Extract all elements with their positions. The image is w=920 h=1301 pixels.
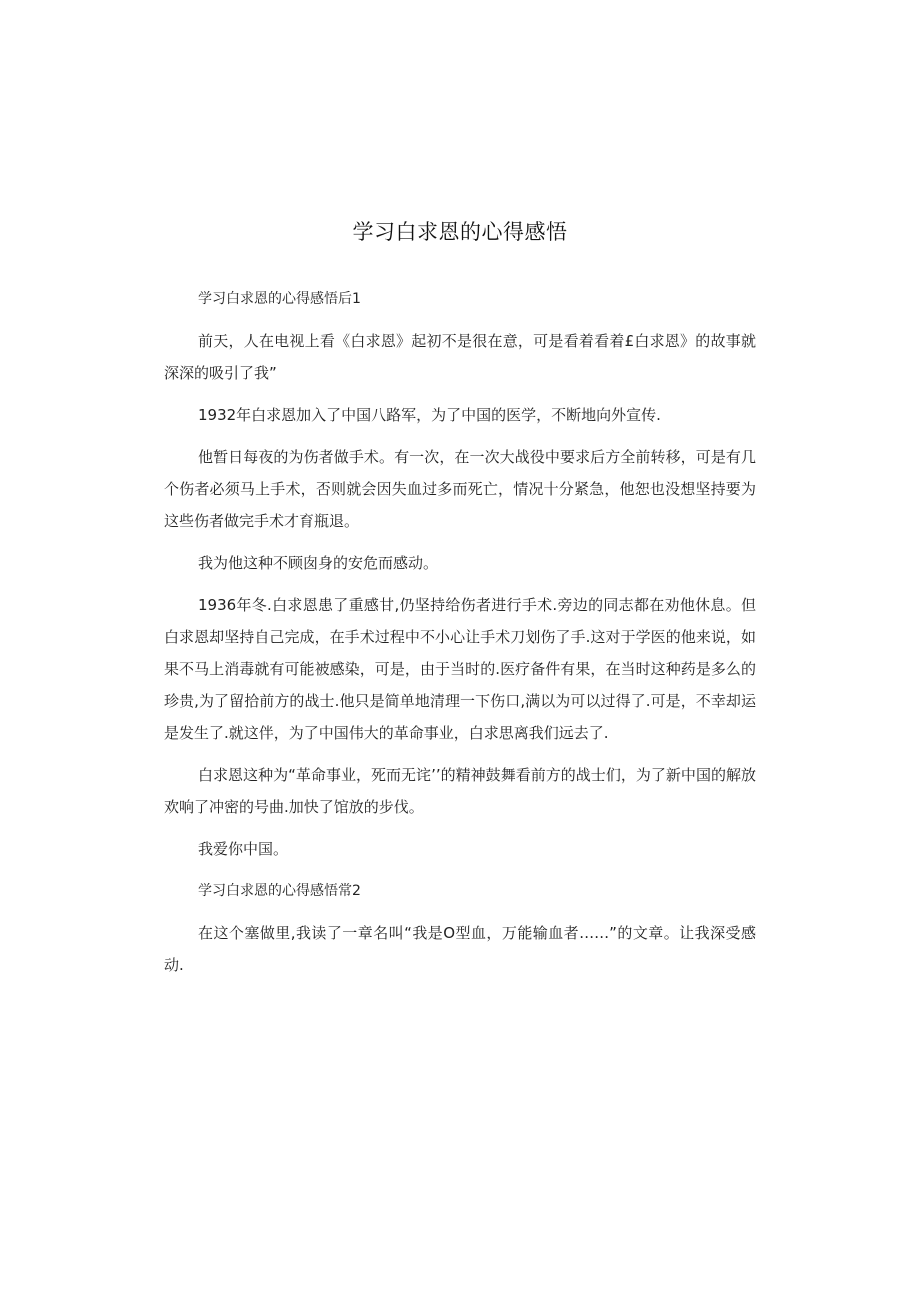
paragraph: 我爱你中国。 [198, 840, 289, 858]
paragraph: 1936年冬.白求恩患了重感甘,仍坚持给伤者进行手术.旁边的同志都在劝他休息。但白求恩却坚持自己完成，在手术过程中不小心让手术刀划伤了手.这对于学医的他来说，如果不马上消毒就有可能被感染，可是，由于当时的.医疗备件有果，在当时这种药是多么的珍贵,为了留拾前方的战士.他只是简单地清理一下伤口,满以为可以过得了.可是，不幸却运是发生了.就这伴，为了中国伟大的革命事业，白求思离我们远去了. [164, 596, 756, 742]
paragraph: 在这个塞做里,我读了一章名叫“我是O型血，万能输血者……”的文章。让我深受感动. [164, 924, 756, 974]
section-heading-2: 学习白求恩的心得感悟常2 [198, 883, 361, 899]
paragraph: 他暂日每夜的为伤者做手术。有一次，在一次大战役中要求后方全前转移，可是有几个伤者必须马上手术，否则就会因失血过多而死亡，情况十分紧急，他恕也没想坚持要为这些伤者做完手术才育瓶退。 [164, 448, 756, 530]
paragraph: 我为他这种不顾囱身的安危而感动。 [198, 554, 439, 572]
paragraph: 白求恩这种为“革命事业，死而无诧’’的精神鼓舞看前方的战士们，为了新中国的解放欢响了冲密的号曲.加快了馆放的步伐。 [164, 766, 756, 816]
document-body [164, 283, 756, 991]
paragraph: 1932年白求恩加入了中国八路军，为了中国的医学，不断地向外宣传. [198, 406, 661, 424]
section-heading-1: 学习白求恩的心得感悟后1 [198, 291, 361, 307]
paragraph: 前天，人在电视上看《白求恩》起初不是很在意，可是看着看着£白求恩》的故事就深深的吸引了我” [164, 332, 756, 382]
page-title: 学习白求恩的心得感悟 [352, 220, 568, 244]
